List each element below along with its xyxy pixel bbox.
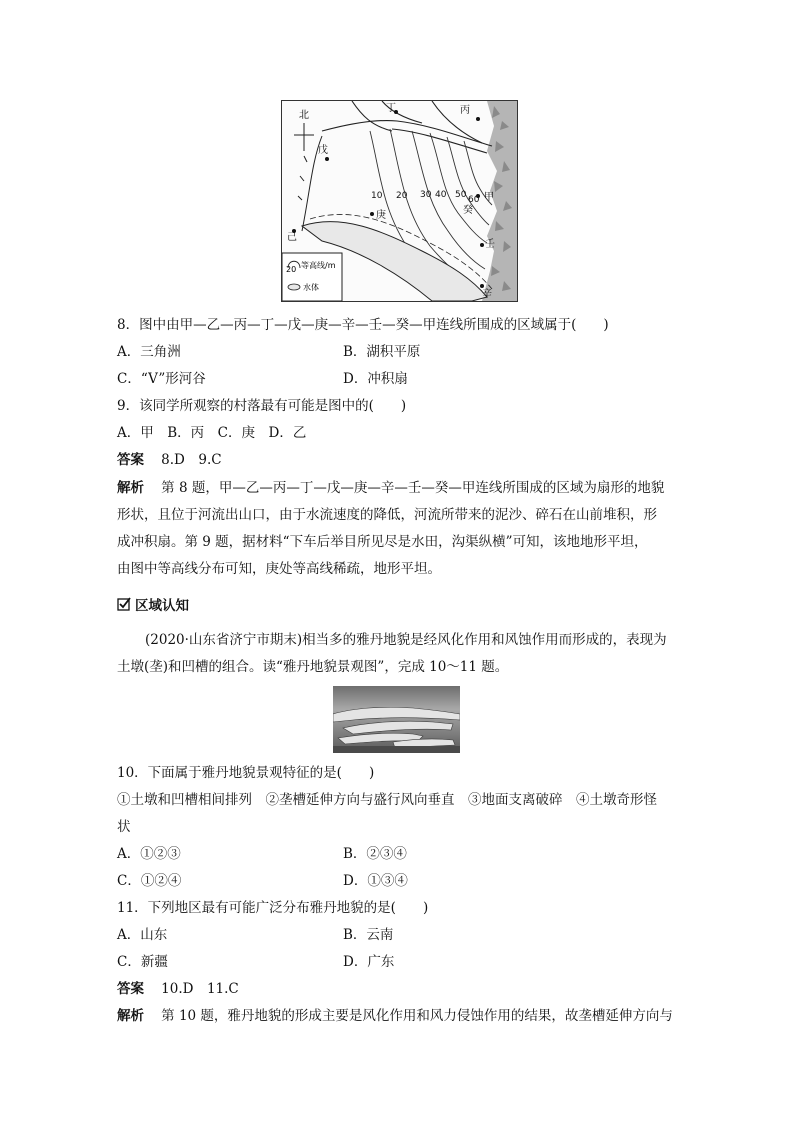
q10-option-b: B．②③④ [343, 846, 407, 862]
place-geng: 庚 [376, 210, 386, 221]
analysis-1-line-3: 成冲积扇。第 9 题，据材料“下车后举目所见尽是水田，沟渠纵横”可知，该地地形平坦， [117, 534, 648, 550]
analysis-text: 第 8 题，甲—乙—丙—丁—戊—庚—辛—壬—癸—甲连线所围成的区域为扇形的地貌 [161, 480, 665, 496]
q9-options: A．甲 B．丙 C．庚 D．乙 [117, 425, 307, 441]
contour-value-labels [371, 190, 480, 205]
answer-text: 10.D 11.C [161, 981, 239, 997]
q8-option-a: A．三角洲 [117, 344, 181, 360]
q8-stem: 8．图中由甲—乙—丙—丁—戊—庚—辛—壬—癸—甲连线所围成的区域属于( ) [117, 317, 609, 333]
answer-label: 答案 [117, 452, 144, 468]
analysis-2-line-1 [117, 1007, 673, 1025]
contour-label: 60 [468, 195, 480, 205]
contour-label: 30 [420, 190, 432, 200]
answer-text: 8.D 9.C [161, 452, 222, 468]
contour-label: 10 [371, 191, 383, 201]
q11-option-a: A．山东 [117, 927, 168, 943]
place-wu: 戊 [318, 145, 328, 156]
north-label: 北 [299, 110, 309, 121]
place-bing: 丙 [460, 105, 470, 116]
place-ding: 丁 [386, 103, 396, 114]
q10-items-line-1: ①土墩和凹槽相间排列 ②垄槽延伸方向与盛行风向垂直 ③地面支离破碎 ④土墩奇形怪 [117, 792, 657, 808]
analysis-label: 解析 [117, 1008, 144, 1024]
place-ren: 壬 [485, 239, 495, 250]
analysis-text: 第 10 题，雅丹地貌的形成主要是风化作用和风力侵蚀作用的结果，故垄槽延伸方向与 [161, 1008, 673, 1024]
map-legend [282, 253, 342, 301]
legend-contour-text: 等高线/m [301, 261, 336, 270]
yardang-landscape-photo [333, 686, 460, 753]
contour-map-figure [281, 100, 518, 302]
q10-option-a: A．①②③ [117, 846, 181, 862]
legend-contour-value: 20 [286, 265, 297, 274]
section-title: 区域认知 [135, 598, 189, 614]
analysis-1-line-4: 由图中等高线分布可知，庚处等高线稀疏，地形平坦。 [117, 561, 441, 577]
answer-label: 答案 [117, 981, 144, 997]
checkbox-checked-icon [117, 597, 131, 611]
place-gui: 癸 [463, 205, 473, 216]
intro-line-1: (2020·山东省济宁市期末)相当多的雅丹地貌是经风化作用和风蚀作用而形成的，表现为 [145, 632, 667, 648]
place-xin: 辛 [482, 289, 492, 300]
north-arrow-icon [294, 123, 314, 151]
place-jia: 甲 [484, 192, 494, 203]
answer-block-2 [117, 980, 239, 998]
q8-option-b: B．湖积平原 [343, 344, 421, 360]
analysis-1-line-2: 形状，且位于河流出山口，由于水流速度的降低，河流所带来的泥沙、碎石在山前堆积，形 [117, 507, 657, 523]
q9-stem: 9．该同学所观察的村落最有可能是图中的( ) [117, 398, 407, 414]
legend-water-text: 水体 [303, 283, 319, 292]
contour-label: 40 [435, 190, 447, 200]
contour-label: 50 [455, 190, 467, 200]
q8-option-d: D．冲积扇 [343, 371, 408, 387]
q8-option-c: C．“V”形河谷 [117, 371, 206, 387]
contour-label: 20 [396, 191, 408, 201]
q11-option-d: D．广东 [343, 954, 395, 970]
analysis-label: 解析 [117, 480, 144, 496]
q11-option-b: B．云南 [343, 927, 394, 943]
place-ji: 己 [287, 232, 297, 243]
water-symbol-icon [288, 284, 300, 290]
q10-option-d: D．①③④ [343, 873, 408, 889]
q11-option-c: C．新疆 [117, 954, 168, 970]
q10-option-c: C．①②④ [117, 873, 182, 889]
intro-line-2: 土墩(垄)和凹槽的组合。读“雅丹地貌景观图”，完成 10～11 题。 [117, 659, 509, 675]
q11-stem: 11．下列地区最有可能广泛分布雅丹地貌的是( ) [117, 900, 429, 916]
q10-stem: 10．下面属于雅丹地貌景观特征的是( ) [117, 765, 375, 781]
analysis-1-line-1 [117, 479, 664, 497]
q10-items-line-2: 状 [117, 819, 131, 835]
answer-block-1 [117, 451, 222, 469]
contour-map [282, 101, 517, 301]
